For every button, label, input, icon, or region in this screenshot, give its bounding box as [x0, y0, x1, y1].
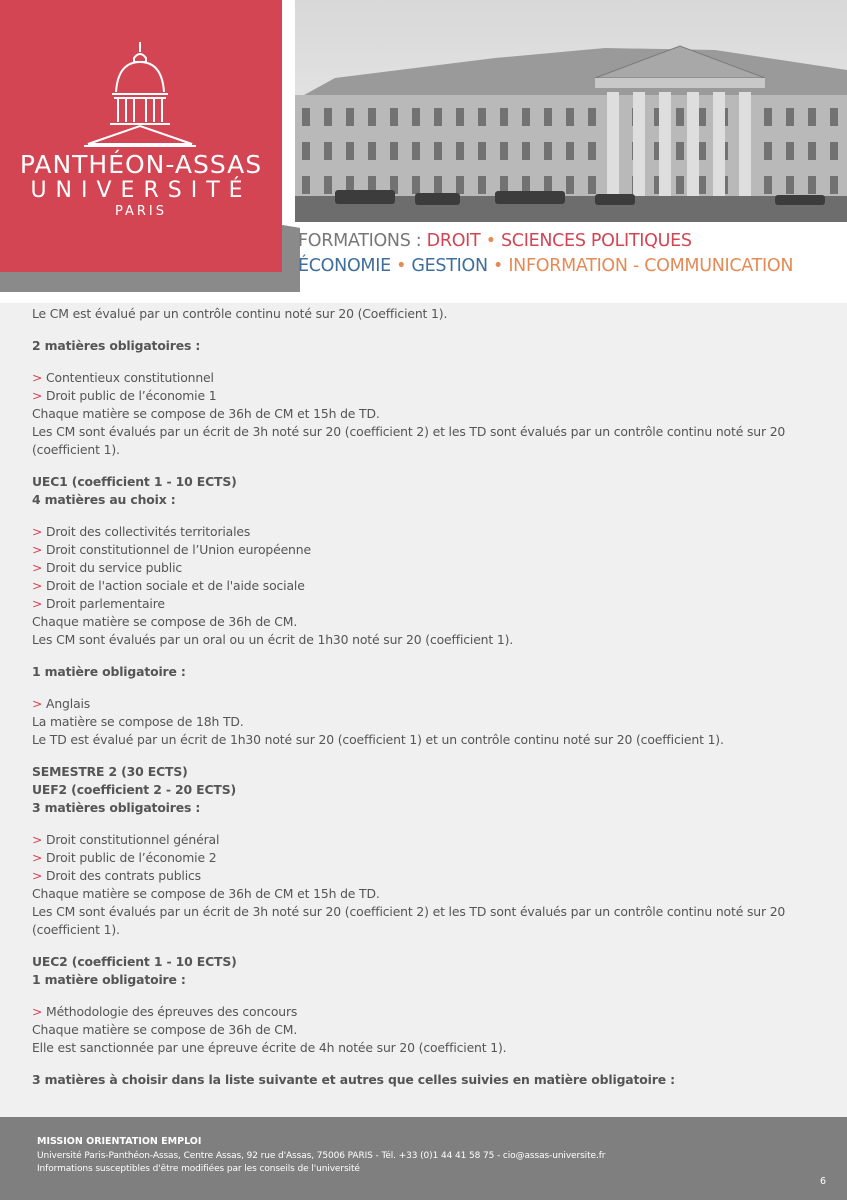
logo-panel: [0, 0, 282, 272]
paragraph: Chaque matière se compose de 36h de CM et 15h de TD.: [32, 886, 380, 901]
paragraph: (coefficient 1).: [32, 442, 120, 457]
tagline-information-communication: INFORMATION - COMMUNICATION: [508, 256, 794, 276]
logo-text-paris: PARIS: [114, 204, 168, 219]
arrow-icon: >: [32, 388, 43, 403]
page-number: 6: [820, 1176, 827, 1187]
list-item: > Droit de l'action sociale et de l'aide sociale: [32, 578, 305, 593]
arrow-icon: >: [32, 524, 43, 539]
paragraph: Les CM sont évalués par un écrit de 3h noté sur 20 (coefficient 2) et les TD sont évalués par un contrôle continu noté sur 20: [32, 904, 786, 919]
arrow-icon: >: [32, 542, 43, 557]
tagline-economie: ÉCONOMIE: [298, 256, 391, 276]
list-item: > Droit constitutionnel général: [32, 832, 220, 847]
paragraph: Les CM sont évalués par un écrit de 3h noté sur 20 (coefficient 2) et les TD sont évalués par un contrôle continu noté sur 20: [32, 424, 786, 439]
section-heading: 3 matières à choisir dans la liste suivante et autres que celles suivies en matière obligatoire :: [32, 1072, 675, 1087]
arrow-icon: >: [32, 560, 43, 575]
paragraph: Chaque matière se compose de 36h de CM et 15h de TD.: [32, 406, 380, 421]
page-header: [0, 0, 847, 303]
footer-address: Université Paris-Panthéon-Assas, Centre Assas, 92 rue d'Assas, 75006 PARIS - Tél. +33 (0)1 44 41 58 75 - cio@assas-universite.fr: [37, 1151, 606, 1161]
arrow-icon: >: [32, 832, 43, 847]
arrow-icon: >: [32, 578, 43, 593]
tagline-gestion: GESTION: [411, 256, 488, 276]
list-item: > Droit constitutionnel de l’Union européenne: [32, 542, 311, 557]
list-item: > Droit public de l’économie 1: [32, 388, 217, 403]
paragraph: (coefficient 1).: [32, 922, 120, 937]
tagline-bullet: •: [485, 231, 496, 251]
section-heading: SEMESTRE 2 (30 ECTS): [32, 764, 188, 779]
list-item: > Droit des contrats publics: [32, 868, 201, 883]
section-heading: 1 matière obligatoire :: [32, 664, 186, 679]
tagline-line-2: [298, 256, 793, 276]
document-body: [32, 305, 822, 1089]
paragraph: La matière se compose de 18h TD.: [32, 714, 244, 729]
section-heading: UEF2 (coefficient 2 - 20 ECTS): [32, 782, 236, 797]
tagline-bullet: •: [396, 256, 407, 276]
paragraph: Chaque matière se compose de 36h de CM.: [32, 1022, 298, 1037]
list-item: > Anglais: [32, 696, 91, 711]
section-subheading: 1 matière obligatoire :: [32, 972, 186, 987]
arrow-icon: >: [32, 596, 43, 611]
paragraph: Les CM sont évalués par un oral ou un écrit de 1h30 noté sur 20 (coefficient 1).: [32, 632, 514, 647]
section-heading: 2 matières obligatoires :: [32, 338, 201, 353]
footer-note: Informations susceptibles d'être modifiées par les conseils de l'université: [37, 1164, 360, 1174]
list-item: > Contentieux constitutionnel: [32, 370, 214, 385]
tagline-sciences-politiques: SCIENCES POLITIQUES: [501, 231, 692, 251]
tagline-formations: FORMATIONS :: [298, 231, 422, 251]
university-building-photo: [295, 0, 847, 222]
list-item: > Droit des collectivités territoriales: [32, 524, 251, 539]
logo-text-universite: UNIVERSITÉ: [30, 178, 252, 203]
footer-title: MISSION ORIENTATION EMPLOI: [37, 1136, 202, 1147]
paragraph: Elle est sanctionnée par une épreuve écrite de 4h notée sur 20 (coefficient 1).: [32, 1040, 507, 1055]
paragraph: Le CM est évalué par un contrôle continu noté sur 20 (Coefficient 1).: [32, 306, 448, 321]
paragraph: Chaque matière se compose de 36h de CM.: [32, 614, 298, 629]
section-heading: UEC2 (coefficient 1 - 10 ECTS): [32, 954, 237, 969]
section-subheading: 3 matières obligatoires :: [32, 800, 201, 815]
arrow-icon: >: [32, 868, 43, 883]
list-item: > Droit du service public: [32, 560, 183, 575]
page-footer: [0, 1117, 847, 1200]
tagline-bullet: •: [493, 256, 504, 276]
tagline-line-1: [298, 231, 692, 251]
section-heading: UEC1 (coefficient 1 - 10 ECTS): [32, 474, 237, 489]
list-item: > Droit public de l’économie 2: [32, 850, 217, 865]
tagline-droit: DROIT: [426, 231, 481, 251]
arrow-icon: >: [32, 1004, 43, 1019]
list-item: > Méthodologie des épreuves des concours: [32, 1004, 298, 1019]
paragraph: Le TD est évalué par un écrit de 1h30 noté sur 20 (coefficient 1) et un contrôle continu noté sur 20 (coefficient 1).: [32, 732, 724, 747]
arrow-icon: >: [32, 370, 43, 385]
arrow-icon: >: [32, 850, 43, 865]
pantheon-dome-icon: [80, 40, 200, 150]
list-item: > Droit parlementaire: [32, 596, 165, 611]
section-subheading: 4 matières au choix :: [32, 492, 176, 507]
arrow-icon: >: [32, 696, 43, 711]
university-logo: [0, 0, 282, 272]
logo-text-pantheon-assas: PANTHÉON-ASSAS: [19, 150, 263, 179]
